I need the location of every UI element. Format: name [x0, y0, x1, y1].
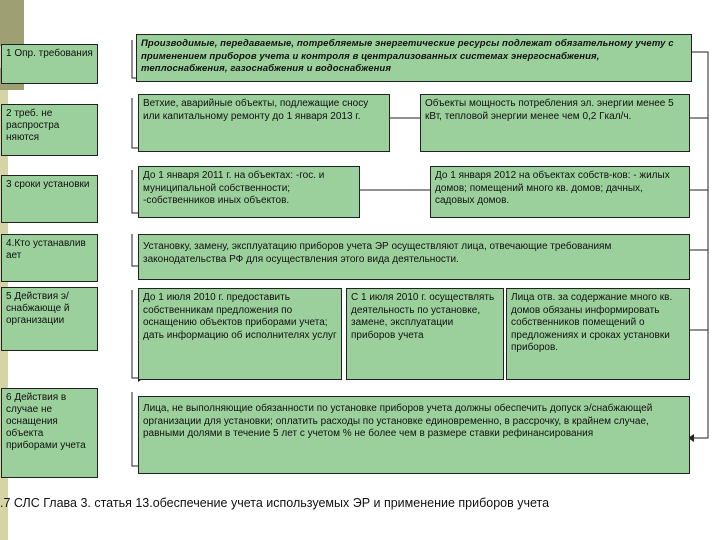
row-label-4: 4.Кто устанавлив ает: [1, 234, 98, 282]
row2-box-low-power: Объекты мощность потребления эл. энергии менее 5 кВт, тепловой энергии менее чем 0,2 Гкал/ч.: [420, 94, 690, 152]
row1-box-requirements: Производимые, передаваемые, потребляемые энергетические ресурсы подлежат обязательному учету с применением приборов учета и контроля в централизованных системах энергоснабжения, теплоснабжения, газоснабжения и водоснабжения: [136, 34, 692, 82]
row-label-3: 3 сроки установки: [1, 175, 98, 223]
connector-right-bus: [692, 52, 708, 438]
row3-box-deadline-2012: До 1 января 2012 на объектах собств-ков: - жилых домов; помещений много кв. домов; дачных, садовых домов.: [430, 166, 690, 218]
row5-box-housing: Лица отв. за содержание много кв. домов обязаны информировать собственников помещений о предложениях и сроках установки приборов.: [506, 288, 690, 380]
row5-box-offers: До 1 июля 2010 г. предоставить собственникам предложения по оснащению объектов приборами учета; дать информацию об исполнителях услуг: [138, 288, 342, 380]
row-label-6: 6 Действия в случае не оснащения объекта приборами учета: [1, 388, 98, 478]
row4-box-installers: Установку, замену, эксплуатацию приборов учета ЭР осуществляют лица, отвечающие требованиям законодательства РФ для осуществления этого вида деятельности.: [138, 234, 690, 280]
row-label-1: 1 Опр. требования: [1, 44, 98, 84]
row-label-5: 5 Действия э/снабжающе й организации: [1, 287, 98, 351]
row6-box-obligations: Лица, не выполняющие обязанности по установке приборов учета должны обеспечить допуск э/снабжающей организации для установки; оплатить расходы по установке единовременно, в рассрочку, в крайнем случае, равными долями в течение 5 лет с учетом % не более чем в размере ставки рефинансирования: [138, 396, 690, 474]
row-label-2: 2 треб. не распростра няются: [1, 104, 98, 156]
row3-box-deadline-2011: До 1 января 2011 г. на объектах: -гос. и муниципальной собственности; -собственников иных объектов.: [138, 166, 360, 218]
row5-box-activity: С 1 июля 2010 г. осуществлять деятельность по установке, замене, эксплуатации приборов учета: [346, 288, 504, 380]
row2-box-dilapidated: Ветхие, аварийные объекты, подлежащие сносу или капитальному ремонту до 1 января 2013 г.: [138, 94, 390, 152]
footer-caption: .7 СЛС Глава 3. статья 13.обеспечение учета используемых ЭР и применение приборов учета: [0, 496, 550, 510]
